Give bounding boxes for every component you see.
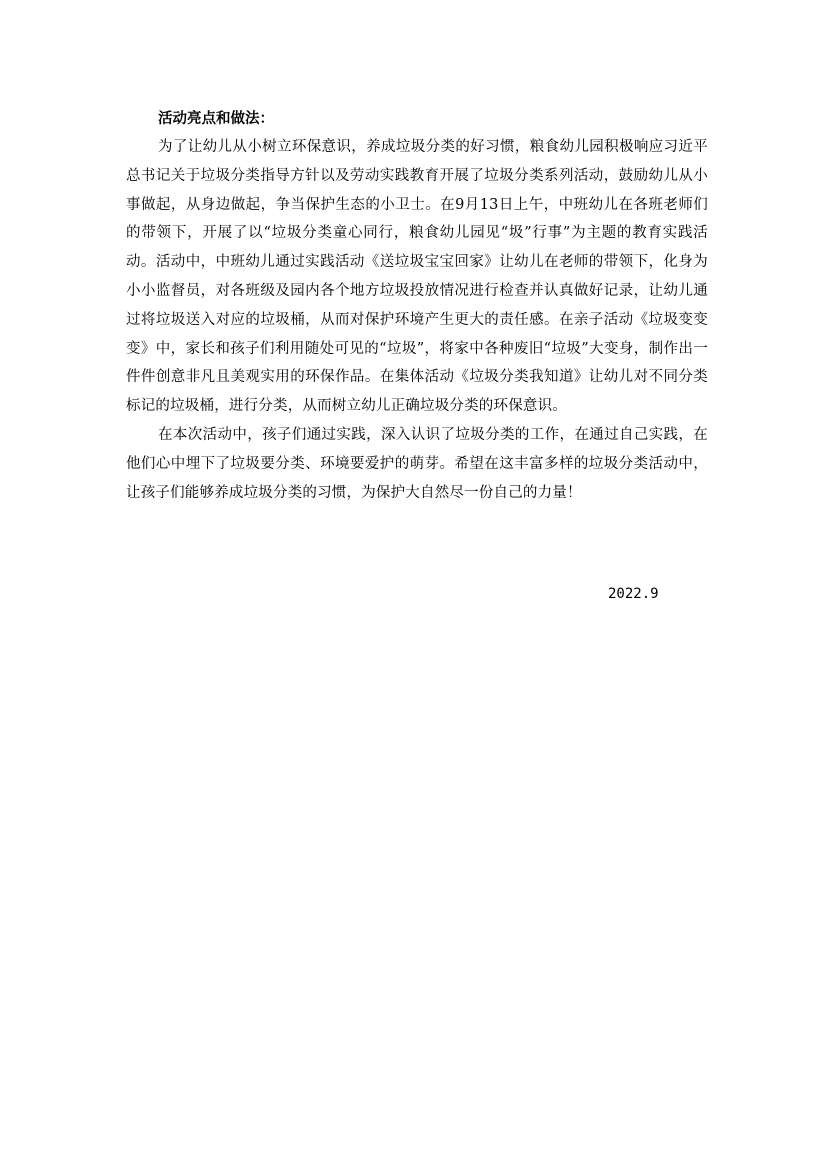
paragraph-summary: 在本次活动中，孩子们通过实践，深入认识了垃圾分类的工作，在通过自己实践，在他们心中埋下了垃圾要分类、环境要爱护的萌芽。希望在这丰富多样的垃圾分类活动中，让孩子们能够养成垃圾分类的习惯，为保护大自然尽一份自己的力量！ [126,426,708,501]
paragraph-activity-description: 为了让幼儿从小树立环保意识，养成垃圾分类的好习惯，粮食幼儿园积极响应习近平总书记关于垃圾分类指导方针以及劳动实践教育开展了垃圾分类系列活动，鼓励幼儿从小事做起，从身边做起，争当保护生态的小卫士。在9月13日上午，中班幼儿在各班老师们的带领下，开展了以“垃圾分类童心同行，粮食幼儿园见“圾”行事”为主题的教育实践活动。活动中，中班幼儿通过实践活动《送垃圾宝宝回家》让幼儿在老师的带领下，化身为小小监督员，对各班级及园内各个地方垃圾投放情况进行检查并认真做好记录，让幼儿通过将垃圾送入对应的垃圾桶，从而对保护环境产生更大的责任感。在亲子活动《垃圾变变变》中，家长和孩子们利用随处可见的“垃圾”，将家中各种废旧“垃圾”大变身，制作出一件件创意非凡且美观实用的环保作品。在集体活动《垃圾分类我知道》让幼儿对不同分类标记的垃圾桶，进行分类，从而树立幼儿正确垃圾分类的环保意识。 [126,139,708,415]
section-heading: 活动亮点和做法： [158,111,274,127]
document-body [126,105,708,507]
document-date: 2022.9 [608,586,659,602]
